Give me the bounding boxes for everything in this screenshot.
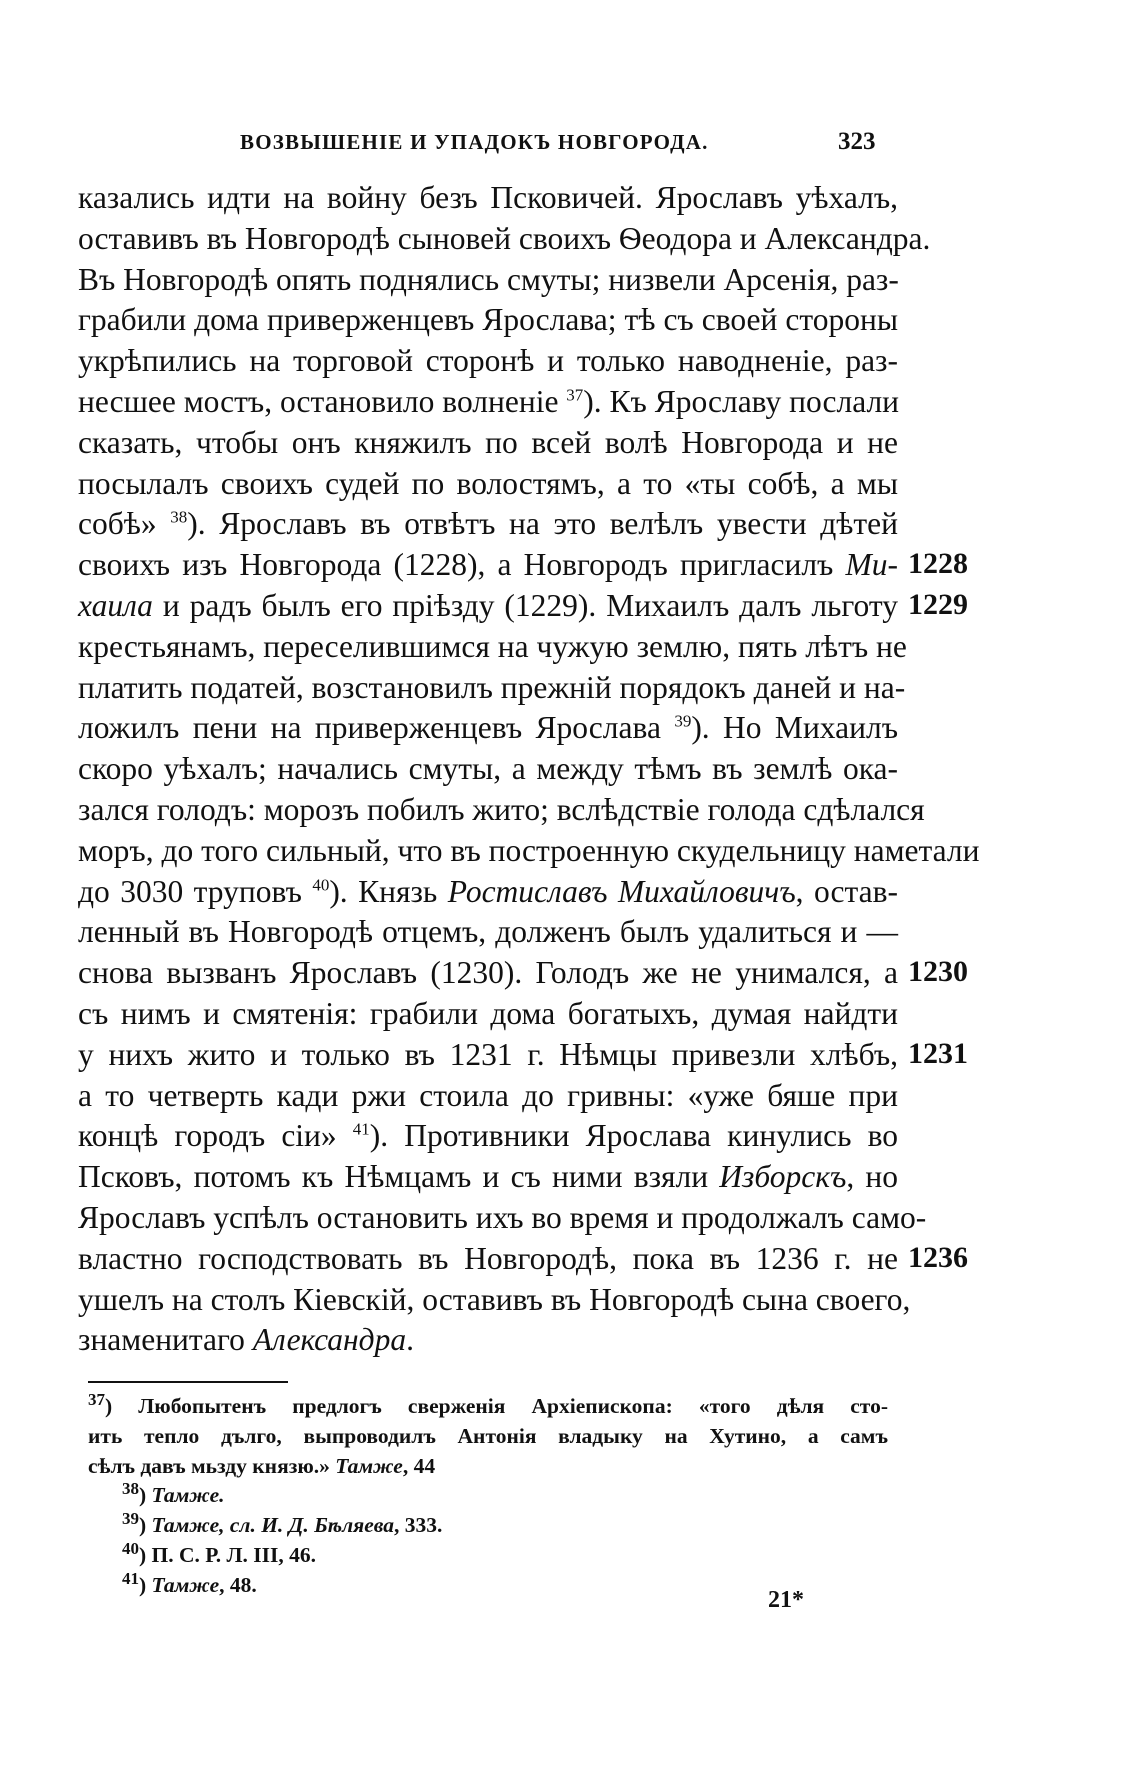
text-run: ). Къ Ярославу послали [583, 383, 900, 419]
text-run: , но [846, 1159, 898, 1195]
margin-year: 1228 [908, 547, 968, 581]
text-run: ) [139, 1513, 152, 1538]
text-run: ить тепло дълго, выпроводилъ Антонія владыку на Хутино, а самъ [88, 1423, 888, 1448]
text-line [78, 912, 898, 953]
text-line [78, 341, 898, 382]
italic-name: Ростиславъ Михайловичъ [447, 873, 796, 909]
page-number: 323 [838, 128, 876, 155]
text-line [78, 260, 898, 301]
main-text [78, 178, 980, 1361]
italic-name: Ми- [845, 547, 898, 583]
text-run: моръ, до того сильный, что въ построенную скудельницу наметали [78, 832, 980, 868]
signature-mark: 21* [768, 1587, 804, 1613]
footnote-ref: 39 [122, 1509, 139, 1529]
text-line [78, 1157, 898, 1198]
footnote-rule [88, 1381, 288, 1383]
text-run: ) Любопытенъ предлогъ сверженія Архіепископа: «того дѣля сто- [105, 1394, 888, 1418]
italic-name: Изборскъ [719, 1159, 847, 1195]
text-run: Въ Новгородѣ опять поднялись смуты; низвели Арсенія, раз- [78, 261, 899, 297]
running-title: ВОЗВЫШЕНІЕ И УПАДОКЪ НОВГОРОДА. [240, 130, 709, 154]
footnote-ref: 37 [88, 1389, 105, 1409]
text-run: ). Ярославъ въ отвѣтъ на это велѣлъ увести дѣтей [187, 506, 898, 542]
text-line [78, 708, 898, 749]
text-run: до 3030 труповъ [78, 873, 313, 909]
text-line [78, 1280, 911, 1321]
text-run: съ нимъ и смятенія: грабили дома богатыхъ, думая найдти [78, 995, 898, 1031]
text-run: ) [139, 1572, 152, 1597]
italic-name: Александра [252, 1322, 407, 1358]
footnote-line [88, 1511, 888, 1541]
italic-name: хаила [78, 587, 153, 623]
text-line [78, 382, 898, 423]
footnote-line [88, 1422, 888, 1452]
text-run: оставивъ въ Новгородѣ сыновей своихъ Ѳеодора и Александра. [78, 220, 931, 256]
text-run: снова вызванъ Ярославъ (1230). Голодъ же не унимался, а [78, 955, 898, 991]
text-run: своихъ изъ Новгорода (1228), а Новгородъ пригласилъ [78, 547, 846, 583]
text-line [78, 627, 907, 668]
text-run: крестьянамъ, переселившимся на чужую землю, пять лѣтъ не [78, 628, 907, 664]
text-run: зался голодъ: морозъ побилъ жито; вслѣдствіе голода сдѣлался [78, 791, 925, 827]
text-run: ) П. С. Р. Л. III, 46. [139, 1542, 316, 1567]
margin-year: 1229 [908, 588, 968, 621]
text-run: ). Князь [329, 873, 448, 909]
text-line [78, 953, 898, 994]
text-run: знаменитаго [78, 1322, 253, 1358]
footnote-ref: 39 [674, 711, 692, 731]
text-line [78, 831, 980, 872]
text-run: , 333. [393, 1513, 443, 1538]
text-line [78, 586, 898, 627]
margin-year: 1230 [908, 955, 968, 989]
text-run: ). Противники Ярослава кинулись во [369, 1118, 899, 1154]
text-run: скоро уѣхалъ; начались смуты, а между тѣмъ въ землѣ ока- [78, 751, 898, 787]
text-line [78, 790, 925, 831]
text-line [78, 464, 898, 505]
footnote-ref: 41 [352, 1119, 370, 1139]
text-run: . [406, 1322, 414, 1358]
text-line [78, 219, 931, 260]
footnotes [88, 1389, 888, 1601]
text-run: концѣ городъ сіи» [78, 1118, 353, 1154]
text-line [78, 1198, 927, 1239]
text-run: Псковъ, потомъ къ Нѣмцамъ и съ ними взяли [78, 1159, 720, 1195]
text-run: ) [139, 1483, 152, 1508]
text-run: , 44 [402, 1453, 436, 1478]
text-run: собѣ» [78, 506, 171, 542]
margin-year: 1231 [908, 1036, 968, 1070]
text-run: , остав- [795, 873, 898, 909]
text-line [78, 1035, 898, 1076]
text-line [78, 668, 906, 709]
footnote-ref: 41 [122, 1568, 139, 1588]
footnote-line [88, 1452, 888, 1482]
footnote-ref: 38 [170, 507, 188, 527]
text-run: несшее мостъ, остановило волненіе [78, 383, 567, 419]
text-run: казались идти на войну безъ Псковичей. Ярославъ уѣхалъ, [78, 180, 898, 215]
text-line [78, 994, 898, 1035]
margin-year: 1236 [908, 1240, 968, 1274]
text-line [78, 423, 898, 464]
italic-name: Тамже. [151, 1483, 225, 1508]
text-run: посылалъ своихъ судей по волостямъ, а то «ты собѣ, а мы [78, 465, 898, 501]
footnote-line [88, 1481, 888, 1511]
text-run: укрѣпились на торговой сторонѣ и только наводненіе, раз- [78, 343, 898, 379]
text-line [78, 504, 898, 545]
text-run: сѣлъ давъ мьзду князю.» [88, 1453, 336, 1478]
text-line [78, 1320, 898, 1361]
text-run: и радъ былъ его пріѣзду (1229). Михаилъ далъ льготу [152, 587, 898, 623]
italic-name: Тамже, сл. И. Д. Бѣляева [151, 1513, 394, 1538]
text-run: сказать, чтобы онъ княжилъ по всей волѣ Новгорода и не [78, 424, 898, 460]
text-line [78, 1076, 898, 1117]
footnote-ref: 40 [312, 875, 330, 895]
text-run: Ярославъ успѣлъ остановить ихъ во время и продолжалъ само- [78, 1199, 927, 1235]
text-line [78, 1239, 898, 1280]
footnote-ref: 37 [566, 385, 584, 405]
text-run: у нихъ жито и только въ 1231 г. Нѣмцы привезли хлѣбъ, [78, 1036, 898, 1072]
footnote-ref: 38 [122, 1479, 139, 1499]
text-run: ленный въ Новгородѣ отцемъ, долженъ былъ удалиться и — [78, 914, 898, 950]
text-run: грабили дома приверженцевъ Ярослава; тѣ съ своей стороны [78, 302, 898, 338]
text-line [78, 545, 898, 586]
text-run: а то четверть кади ржи стоила до гривны: «уже бяше при [78, 1077, 898, 1113]
italic-name: Тамже [151, 1572, 220, 1597]
italic-name: Тамже [335, 1453, 403, 1478]
text-run: ушелъ на столъ Кіевскій, оставивъ въ Новгородѣ сына своего, [78, 1281, 911, 1317]
footnote-line [88, 1389, 888, 1422]
footnote-ref: 40 [122, 1538, 139, 1558]
text-line [78, 872, 898, 913]
text-run: властно господствовать въ Новгородѣ, пока въ 1236 г. не [78, 1240, 898, 1276]
text-line [78, 749, 898, 790]
text-line [78, 1116, 898, 1157]
text-run: платить податей, возстановилъ прежній порядокъ даней и на- [78, 669, 906, 705]
text-line [78, 178, 898, 219]
text-run: , 48. [219, 1572, 257, 1597]
text-run: ложилъ пени на приверженцевъ Ярослава [78, 710, 675, 746]
text-line [78, 300, 898, 341]
text-run: ). Но Михаилъ [691, 710, 898, 746]
footnote-line [88, 1538, 888, 1571]
